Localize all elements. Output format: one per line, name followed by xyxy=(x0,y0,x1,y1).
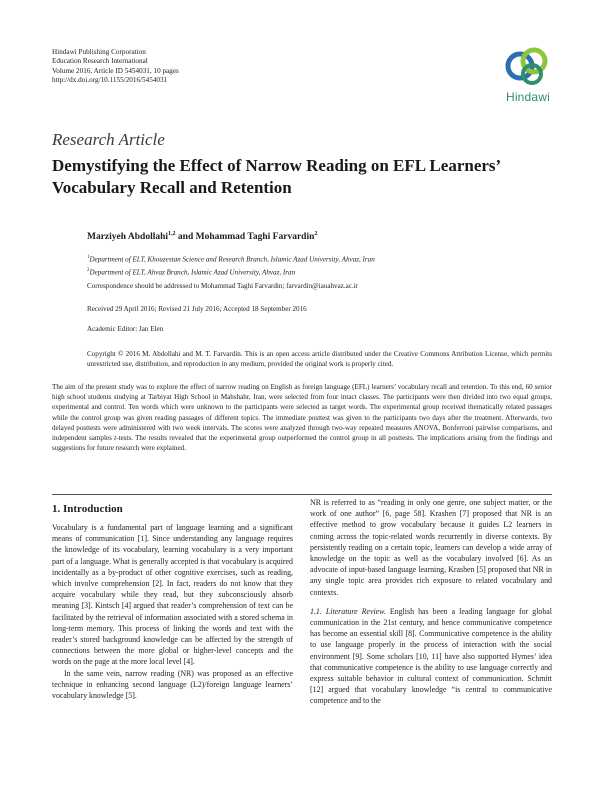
abstract-t: t xyxy=(114,434,117,443)
affiliation-1-number: 1 xyxy=(87,255,90,260)
author-2: Mohammad Taghi Farvardin xyxy=(195,232,315,243)
section-heading-introduction: 1. Introduction xyxy=(52,503,123,515)
abstract-text-2: -tests. The results revealed that the experimental group outperformed the control group in all posttests. The implications arising from the findings and suggestions for future research were explained. xyxy=(52,434,552,453)
author-connector: and xyxy=(175,232,196,243)
literature-review-text: English has been a leading language for global communication in the 21st century, and hence communicative competence has become an essential skill [8]. Communicative competence is the ability to use language properly in the process of interaction with the social environment [9]. Some scholars [10, 11] have also supported Hymes’ idea that communicative competence is the ability to use language correctly and express suitable behavior in cultural context of communication. Schmitt [12] argued that vocabulary knowledge “is central to communicative competence and to the xyxy=(310,606,552,706)
title-line-2: Vocabulary Recall and Retention xyxy=(52,178,292,197)
author-1-affil: 1,2 xyxy=(168,231,176,237)
affiliations xyxy=(87,252,375,279)
correspondence: Correspondence should be addressed to Mohammad Taghi Farvardin; farvardin@iauahvaz.ac.ir xyxy=(87,282,359,290)
intro-paragraph-2: In the same vein, narrow reading (NR) was proposed as an effective technique in enhancing second language (L2)/foreign language learners’ vocabulary knowledge [5]. xyxy=(52,668,293,701)
academic-editor: Academic Editor: Jan Elen xyxy=(87,325,164,333)
doi-link[interactable]: http://dx.doi.org/10.1155/2016/5454031 xyxy=(52,76,168,85)
author-1: Marziyeh Abdollahi xyxy=(87,232,169,243)
affiliation-1-text: Department of ELT, Khouzestan Science and Research Branch, Islamic Azad University, Ahvaz, Iran xyxy=(89,255,375,264)
affiliation-2-text: Department of ELT, Ahvaz Branch, Islamic Azad University, Ahvaz, Iran xyxy=(89,268,296,277)
affiliation-2-number: 2 xyxy=(87,268,90,274)
section-divider xyxy=(52,494,552,495)
literature-review-paragraph xyxy=(310,606,552,707)
dates: Received 29 April 2016; Revised 21 July 2016; Accepted 18 September 2016 xyxy=(87,305,307,313)
title-line-1: Demystifying the Effect of Narrow Reading on EFL Learners’ xyxy=(52,156,502,175)
left-column xyxy=(52,522,293,701)
publisher-line: Hindawi Publishing Corporation xyxy=(52,48,146,56)
intro-paragraph-3: NR is referred to as “reading in only one genre, one subject matter, or the work of one author” [6, page 58]. Krashen [7] proposed that NR is an effective method to grow vocabulary because it guides L2 learners in coming across the topic-related words recurrently in diverse contexts. By persistently reading on a certain topic, learners can develop a wide array of knowledge on the topic as well as the vocabulary involved [6]. As an advocate of input-based language learning, Krashen [5] proposed that NR in any single topic area provides rich exposure to related vocabulary and contexts. xyxy=(310,498,552,597)
hindawi-logo-icon xyxy=(496,44,560,90)
affiliation-1 xyxy=(87,252,375,265)
hindawi-logo xyxy=(496,44,560,106)
journal-name: Education Research International xyxy=(52,57,148,66)
abstract xyxy=(52,382,552,453)
author-list xyxy=(87,231,317,242)
affiliation-2 xyxy=(87,265,375,278)
article-title xyxy=(52,155,552,199)
journal-meta xyxy=(52,48,179,86)
intro-paragraph-1: Vocabulary is a fundamental part of language learning and a significant means of communication [1]. Since understanding any language requires the knowledge of its vocabulary, learning vocabulary is a very important part of a language. What is generally accepted is that vocabulary is acquired incidentally as a by-product of other cognitive exercises, such as reading, which involve comprehension [2]. In fact, readers do not know that they acquire vocabulary while they read, but they subconsciously absorb meaning [3]. Kintsch [4] argued that reader’s comprehension of text can be facilitated by the retrieval of information associated with a stored schema in long-term memory. This process of linking the words and text with the reader’s stored background knowledge can be affected by the strength of connections between the more global or higher-level concepts and the words on the page at the more local level [4]. xyxy=(52,523,293,667)
right-column xyxy=(310,497,552,707)
subsection-heading-literature-review: 1.1. Literature Review. xyxy=(310,606,386,616)
article-type: Research Article xyxy=(52,130,165,149)
hindawi-logo-text: Hindawi xyxy=(505,90,551,104)
volume-line: Volume 2016, Article ID 5454031, 10 pages xyxy=(52,66,179,75)
author-2-affil: 2 xyxy=(314,231,318,237)
copyright-notice: Copyright © 2016 M. Abdollahi and M. T. Farvardin. This is an open access article distributed under the Creative Commons Attribution License, which permits unrestricted use, distribution, and reproduction in any medium, provided the original work is properly cited. xyxy=(87,350,552,369)
abstract-text-1: The aim of the present study was to explore the effect of narrow reading on English as foreign language (EFL) learners’ vocabulary recall and retention. To this end, 60 senior high school students studying at Tarbiyat High School in Mahshahr, Iran, were selected from four intact classes. The participants were then divided into two equal groups, experimental and control. Ten words which were unknown to the participants were selected as target words. The experimental group received thematically related passages while the control group was given reading passages of different topics. The immediate posttest was given to the participants two days after the treatment. Afterwards, two delayed posttests were administered with two week intervals. The scores were analyzed through two-way repeated measures ANOVA, Bonferroni pairwise comparisons, and independent samples xyxy=(52,383,552,443)
